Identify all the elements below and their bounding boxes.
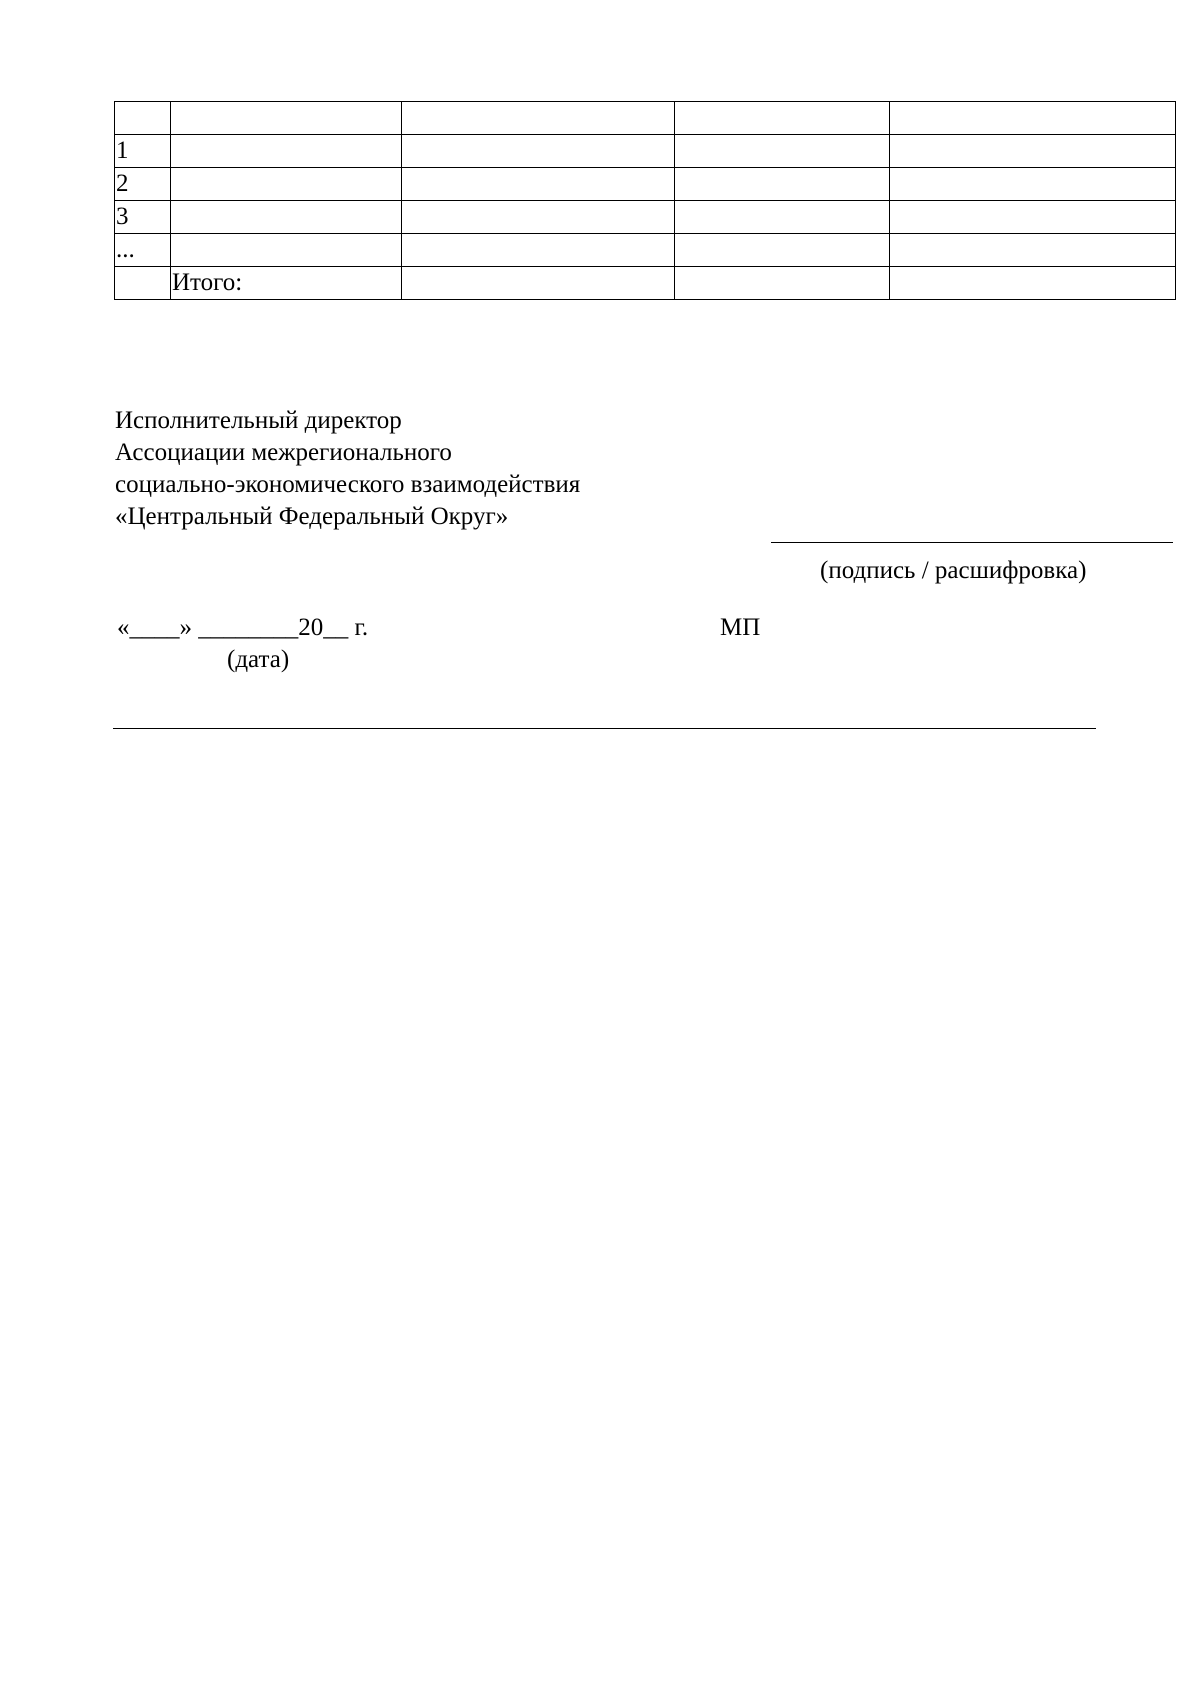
row-number-cell[interactable]: 3 — [115, 201, 171, 234]
table-row — [115, 168, 1176, 201]
signatory-org-line: социально-экономического взаимодействия — [115, 471, 581, 498]
table-cell[interactable] — [402, 135, 675, 168]
table-cell[interactable] — [171, 234, 402, 267]
table-cell[interactable] — [675, 102, 890, 135]
table-row — [115, 234, 1176, 267]
row-number-cell[interactable]: ... — [115, 234, 171, 267]
signatory-title-line: Исполнительный директор — [115, 407, 402, 434]
row-number-cell[interactable]: 2 — [115, 168, 171, 201]
row-number-cell[interactable] — [115, 102, 171, 135]
table-row — [115, 135, 1176, 168]
table-cell[interactable] — [171, 135, 402, 168]
signature-line[interactable] — [771, 542, 1173, 543]
table-cell[interactable] — [890, 201, 1176, 234]
table-cell[interactable]: Итого: — [171, 267, 402, 300]
date-caption: (дата) — [227, 646, 290, 673]
table-cell[interactable] — [890, 267, 1176, 300]
signatory-org-line: Ассоциации межрегионального — [115, 439, 452, 466]
table-cell[interactable] — [402, 234, 675, 267]
table-cell[interactable] — [675, 201, 890, 234]
table-cell[interactable] — [890, 234, 1176, 267]
table-cell[interactable] — [402, 267, 675, 300]
table-cell[interactable] — [171, 102, 402, 135]
table-cell[interactable] — [402, 102, 675, 135]
table-cell[interactable] — [171, 201, 402, 234]
stamp-label: МП — [720, 614, 761, 641]
date-field[interactable]: «____» ________20__ г. — [117, 614, 369, 641]
table-cell[interactable] — [675, 234, 890, 267]
row-number-cell[interactable]: 1 — [115, 135, 171, 168]
table-cell[interactable] — [890, 135, 1176, 168]
table-cell[interactable] — [402, 201, 675, 234]
table-cell[interactable] — [890, 102, 1176, 135]
signature-caption: (подпись / расшифровка) — [820, 557, 1087, 584]
table-cell[interactable] — [171, 168, 402, 201]
table-cell[interactable] — [675, 168, 890, 201]
table-row — [115, 102, 1176, 135]
signatory-org-line: «Центральный Федеральный Округ» — [115, 503, 509, 530]
divider-line — [113, 728, 1096, 729]
table-row — [115, 267, 1176, 300]
table-cell[interactable] — [402, 168, 675, 201]
table-cell[interactable] — [675, 135, 890, 168]
row-number-cell[interactable] — [115, 267, 171, 300]
table-cell[interactable] — [675, 267, 890, 300]
data-table — [114, 101, 1176, 300]
signatory-block — [115, 405, 580, 533]
table-row — [115, 201, 1176, 234]
table-cell[interactable] — [890, 168, 1176, 201]
